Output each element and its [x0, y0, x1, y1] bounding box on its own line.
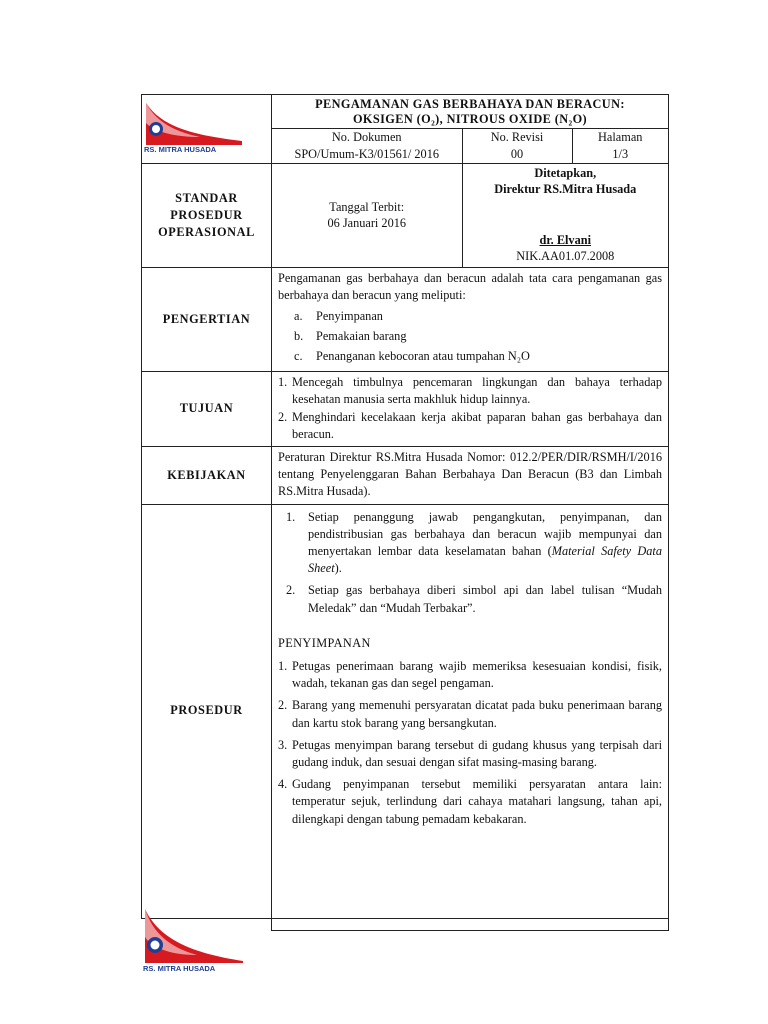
list-item: 2. Setiap gas berbahaya diberi simbol api dan label tulisan “Mudah Meledak” dan “Mudah Terbakar”.	[286, 583, 662, 615]
hospital-logo-icon	[142, 97, 270, 155]
spo-label	[142, 164, 272, 268]
list-item: 3. Petugas menyimpan barang tersebut di gudang khusus yang terpisah dari gudang induk, dan sesuai dengan sifat masing-masing barang.	[278, 737, 662, 769]
kebijakan-text: Peraturan Direktur RS.Mitra Husada Nomor: 012.2/PER/DIR/RSMH/I/2016 tentang Penyelenggaran Bahan Berbahaya Dan Beracun (B3 dan Limbah RS.Mitra Husada).	[272, 446, 669, 504]
list-item: c. Penanganan kebocoran atau tumpahan N₂O	[294, 348, 530, 363]
doc-title-line2: OKSIGEN (O₂), NITROUS OXIDE (N₂O)	[352, 112, 588, 127]
list-item: 2. Menghindari kecelakaan kerja akibat paparan bahan gas berbahaya dan beracun.	[278, 409, 662, 441]
list-item: 4. Gudang penyimpanan tersebut memiliki persyaratan antara lain: temperatur sejuk, terlindung dari cahaya matahari langsung, tahan api, dilengkapi dengan tabung pemadam kebakaran.	[278, 777, 662, 826]
page-label: Halaman	[572, 128, 668, 146]
doc-number-value: SPO/Umum-K3/01561/ 2016	[294, 146, 439, 161]
spo-label-line3: OPERASIONAL	[158, 225, 255, 240]
spo-label-line2: PROSEDUR	[170, 208, 243, 223]
tujuan-label: TUJUAN	[142, 372, 272, 447]
list-item: b. Pemakaian barang	[294, 328, 407, 343]
revision-label: No. Revisi	[462, 128, 572, 146]
list-item: 1. Petugas penerimaan barang wajib memeriksa kesesuaian kondisi, fisik, wadah, tekanan gas dan segel pengaman.	[278, 658, 662, 691]
prosedur-list-a	[278, 509, 662, 617]
spo-label-line1: STANDAR	[175, 190, 238, 205]
tujuan-list	[278, 374, 662, 443]
issued-label: Tanggal Terbit:	[329, 199, 405, 214]
logo-text: RS. MITRA HUSADA	[144, 145, 217, 155]
approver-title: Direktur RS.Mitra Husada	[494, 182, 637, 197]
signer-nik: NIK.AA01.07.2008	[516, 249, 615, 264]
list-item: a. Penyimpanan	[294, 308, 383, 323]
list-item: 1. Setiap penanggung jawab pengangkutan, penyimpanan, dan pendistribusian gas berbahaya dan beracun wajib mempunyai dan menyertakan lembar data keselamatan bahan (Material Safety Data Sheet).	[286, 509, 662, 576]
hospital-logo-icon	[141, 905, 256, 977]
logo-cell	[142, 95, 272, 164]
list-item: 1. Mencegah timbulnya pencemaran lingkungan dan bahaya terhadap kesehatan manusia serta makhluk hidup lainnya.	[278, 375, 662, 407]
prosedur-list-b	[278, 658, 662, 828]
kebijakan-label: KEBIJAKAN	[142, 446, 272, 504]
doc-meta	[272, 128, 668, 163]
revision-value: 00	[462, 146, 572, 163]
logo-text: RS. MITRA HUSADA	[143, 964, 216, 973]
penyimpanan-heading: PENYIMPANAN	[278, 635, 371, 650]
issued-date: 06 Januari 2016	[327, 215, 407, 230]
doc-title-line1: PENGAMANAN GAS BERBAHAYA DAN BERACUN:	[315, 97, 625, 111]
pengertian-text: Pengamanan gas berbahaya dan beracun adalah tata cara pengamanan gas berbahaya dan beracun yang meliputi:	[278, 271, 662, 303]
prosedur-label: PROSEDUR	[142, 504, 272, 918]
signer-name: dr. Elvani	[539, 233, 591, 248]
pengertian-label: PENGERTIAN	[142, 268, 272, 372]
pengertian-list	[278, 308, 662, 366]
approved-label: Ditetapkan,	[534, 166, 597, 181]
page-value: 1/3	[572, 146, 668, 163]
list-item: 2. Barang yang memenuhi persyaratan dicatat pada buku penerimaan barang dan kartu stok barang yang bersangkutan.	[278, 698, 662, 730]
footer-logo	[141, 905, 256, 977]
spo-table	[141, 94, 669, 931]
doc-number-label: No. Dokumen	[331, 129, 402, 144]
empty-cell	[272, 918, 669, 930]
